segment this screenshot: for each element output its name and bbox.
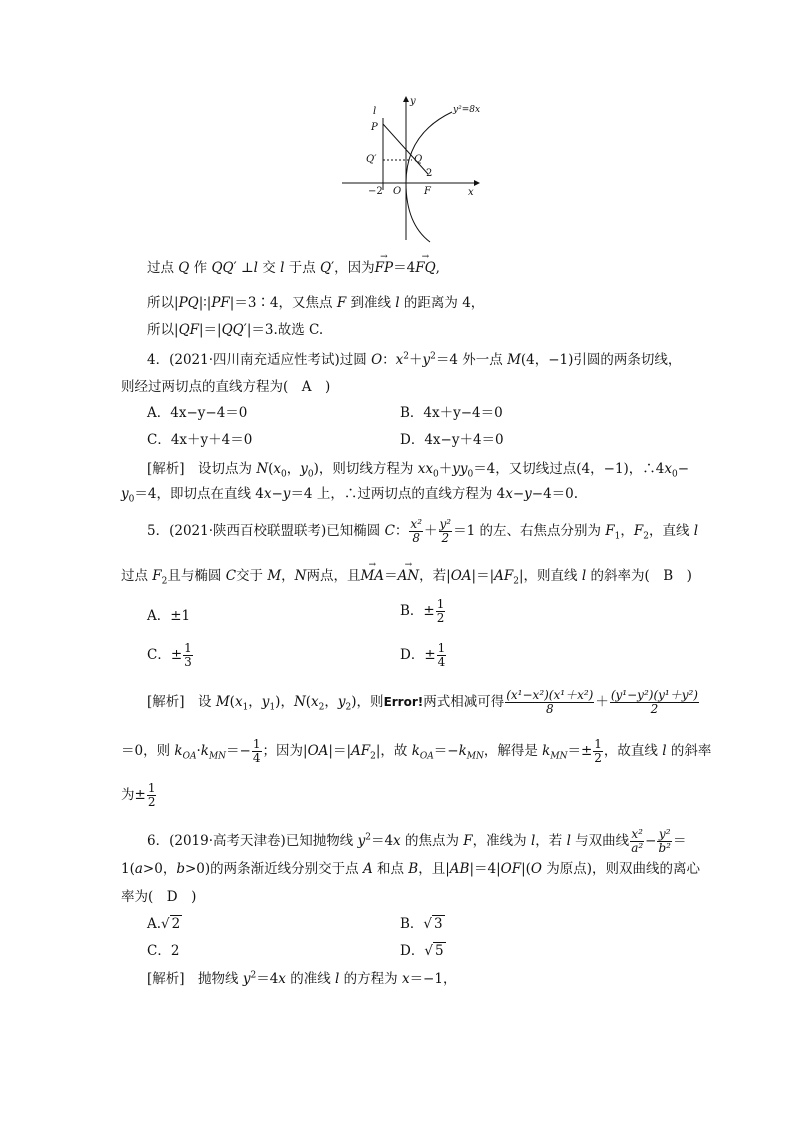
q6-option-d: D．√ 5 (400, 943, 444, 959)
q6-analysis-line1: [解析] 抛物线 $y^2=4x$ 的准线 l 的方程为 x＝−1， (147, 970, 457, 987)
q6-stem-line3: 率为( D ) (121, 889, 197, 905)
label-Q: Q (414, 154, 423, 165)
label-y: y (410, 96, 416, 107)
s3-line1: 过点 Q 作 QQ′ ⊥l 交 l 于点 Q′，因为→ FP＝4→ FQ, (147, 259, 440, 277)
q5-stem-line1: 5．(2021·陕西百校联盟联考)已知椭圆 C： $\frac{\text{x²}}{8}$ ＋ $\frac{\text{y²}}{2}$ ＝1 的左、右焦点分别为 $F_1$，$F_2$，直线 l (147, 517, 699, 545)
label-P: P (371, 122, 378, 133)
q6-option-a: A.√ 2 (147, 916, 181, 932)
q5-analysis-line3: 为± $\frac{1}{2}$ (121, 781, 156, 809)
q5-analysis-line2: ＝0，则 $k_{OA}\cdot k_{MN}=-$ $\frac{1}{4}$ ；因为$|OA|=|AF_2|$，故 $k_{OA}=-k_{MN}$，解得是 $k_{MN}=\pm$ $\frac{1}{2}$ ，故直线 l 的斜率 (121, 737, 712, 765)
s3-line3: 所以|QF|＝|QQ′|＝3.故选 C. (147, 322, 324, 338)
x-axis-arrow (474, 180, 480, 186)
q4-option-a: A．4x−y−4＝0 (147, 405, 248, 421)
label-F: F (424, 186, 431, 197)
y-axis-arrow (403, 96, 409, 102)
q6-stem-line1: 6．(2019·高考天津卷)已知抛物线 $y^2=4x$ 的焦点为 F，准线为 l，若 l 与双曲线 $\frac{\text{x²}}{\text{a²}}$ − $\frac{\text{y²}}{\text{b²}}$ ＝ (147, 827, 687, 855)
label-x: x (468, 187, 474, 198)
label-2: 2 (426, 168, 433, 179)
q5-option-d: D．± $\frac{1}{4}$ (400, 641, 446, 669)
q4-option-c: C．4x＋y＋4＝0 (147, 432, 253, 448)
parabola-figure (340, 94, 480, 244)
q5-analysis-line1: [解析] 设 $M(x_1$，$y_1$)，$N(x_2$，$y_2$)，则Error!两式相减可得 $\frac{\text{(x¹−x²)(x¹＋x²)}}{8}$ ＋ $\frac{\text{(y¹−y²)(y¹＋y²)}}{2}$ (147, 688, 698, 716)
q4-stem-line1: 4．(2021·四川南充适应性考试)过圆 O：$x^2+y^2=4$ 外一点 M(4，−1)引圆的两条切线， (147, 351, 682, 368)
label-O: O (393, 186, 402, 197)
q4-stem-line2: 则经过两切点的直线方程为( A ) (121, 379, 331, 395)
s3-line2: 所以|PQ|∶|PF|＝3∶4，又焦点 F 到准线 l 的距离为 4， (147, 295, 485, 311)
q5-option-a: A．±1 (147, 608, 191, 624)
label-curve: y²=8x (453, 105, 480, 115)
q6-option-b: B．√ 3 (400, 916, 443, 932)
q5-stem-line2: 过点 $F_2$且与椭圆 C交于 M，N两点，且→ MA＝→ AN，若$|OA|=|AF_2|$，则直线 l 的斜率为( B ) (121, 567, 692, 585)
q4-analysis-line1: [解析] 设切点为 $N(x_0$，$y_0$)，则切线方程为 $xx_0+yy_0=4$，又切线过点(4，−1)，$\therefore 4x_0-$ (147, 461, 690, 480)
label-l: l (373, 106, 377, 117)
label-neg2: −2 (368, 186, 383, 197)
label-Qprime: Q′ (366, 154, 377, 165)
q4-option-b: B．4x＋y−4＝0 (400, 405, 503, 421)
q4-analysis-line2: $y_0=4$，即切点在直线 4x−y＝4 上，∴过两切点的直线方程为 4x−y−4＝0. (121, 486, 579, 505)
q4-option-d: D．4x−y＋4＝0 (400, 432, 504, 448)
q5-option-c: C．± $\frac{1}{3}$ (147, 641, 192, 669)
q6-stem-line2: 1(a>0，b>0)的两条渐近线分别交于点 A 和点 B，且|AB|＝4|OF|(O 为原点)，则双曲线的离心 (121, 861, 701, 877)
q5-option-b: B．± $\frac{1}{2}$ (400, 597, 445, 625)
q6-option-c: C．2 (147, 943, 180, 959)
